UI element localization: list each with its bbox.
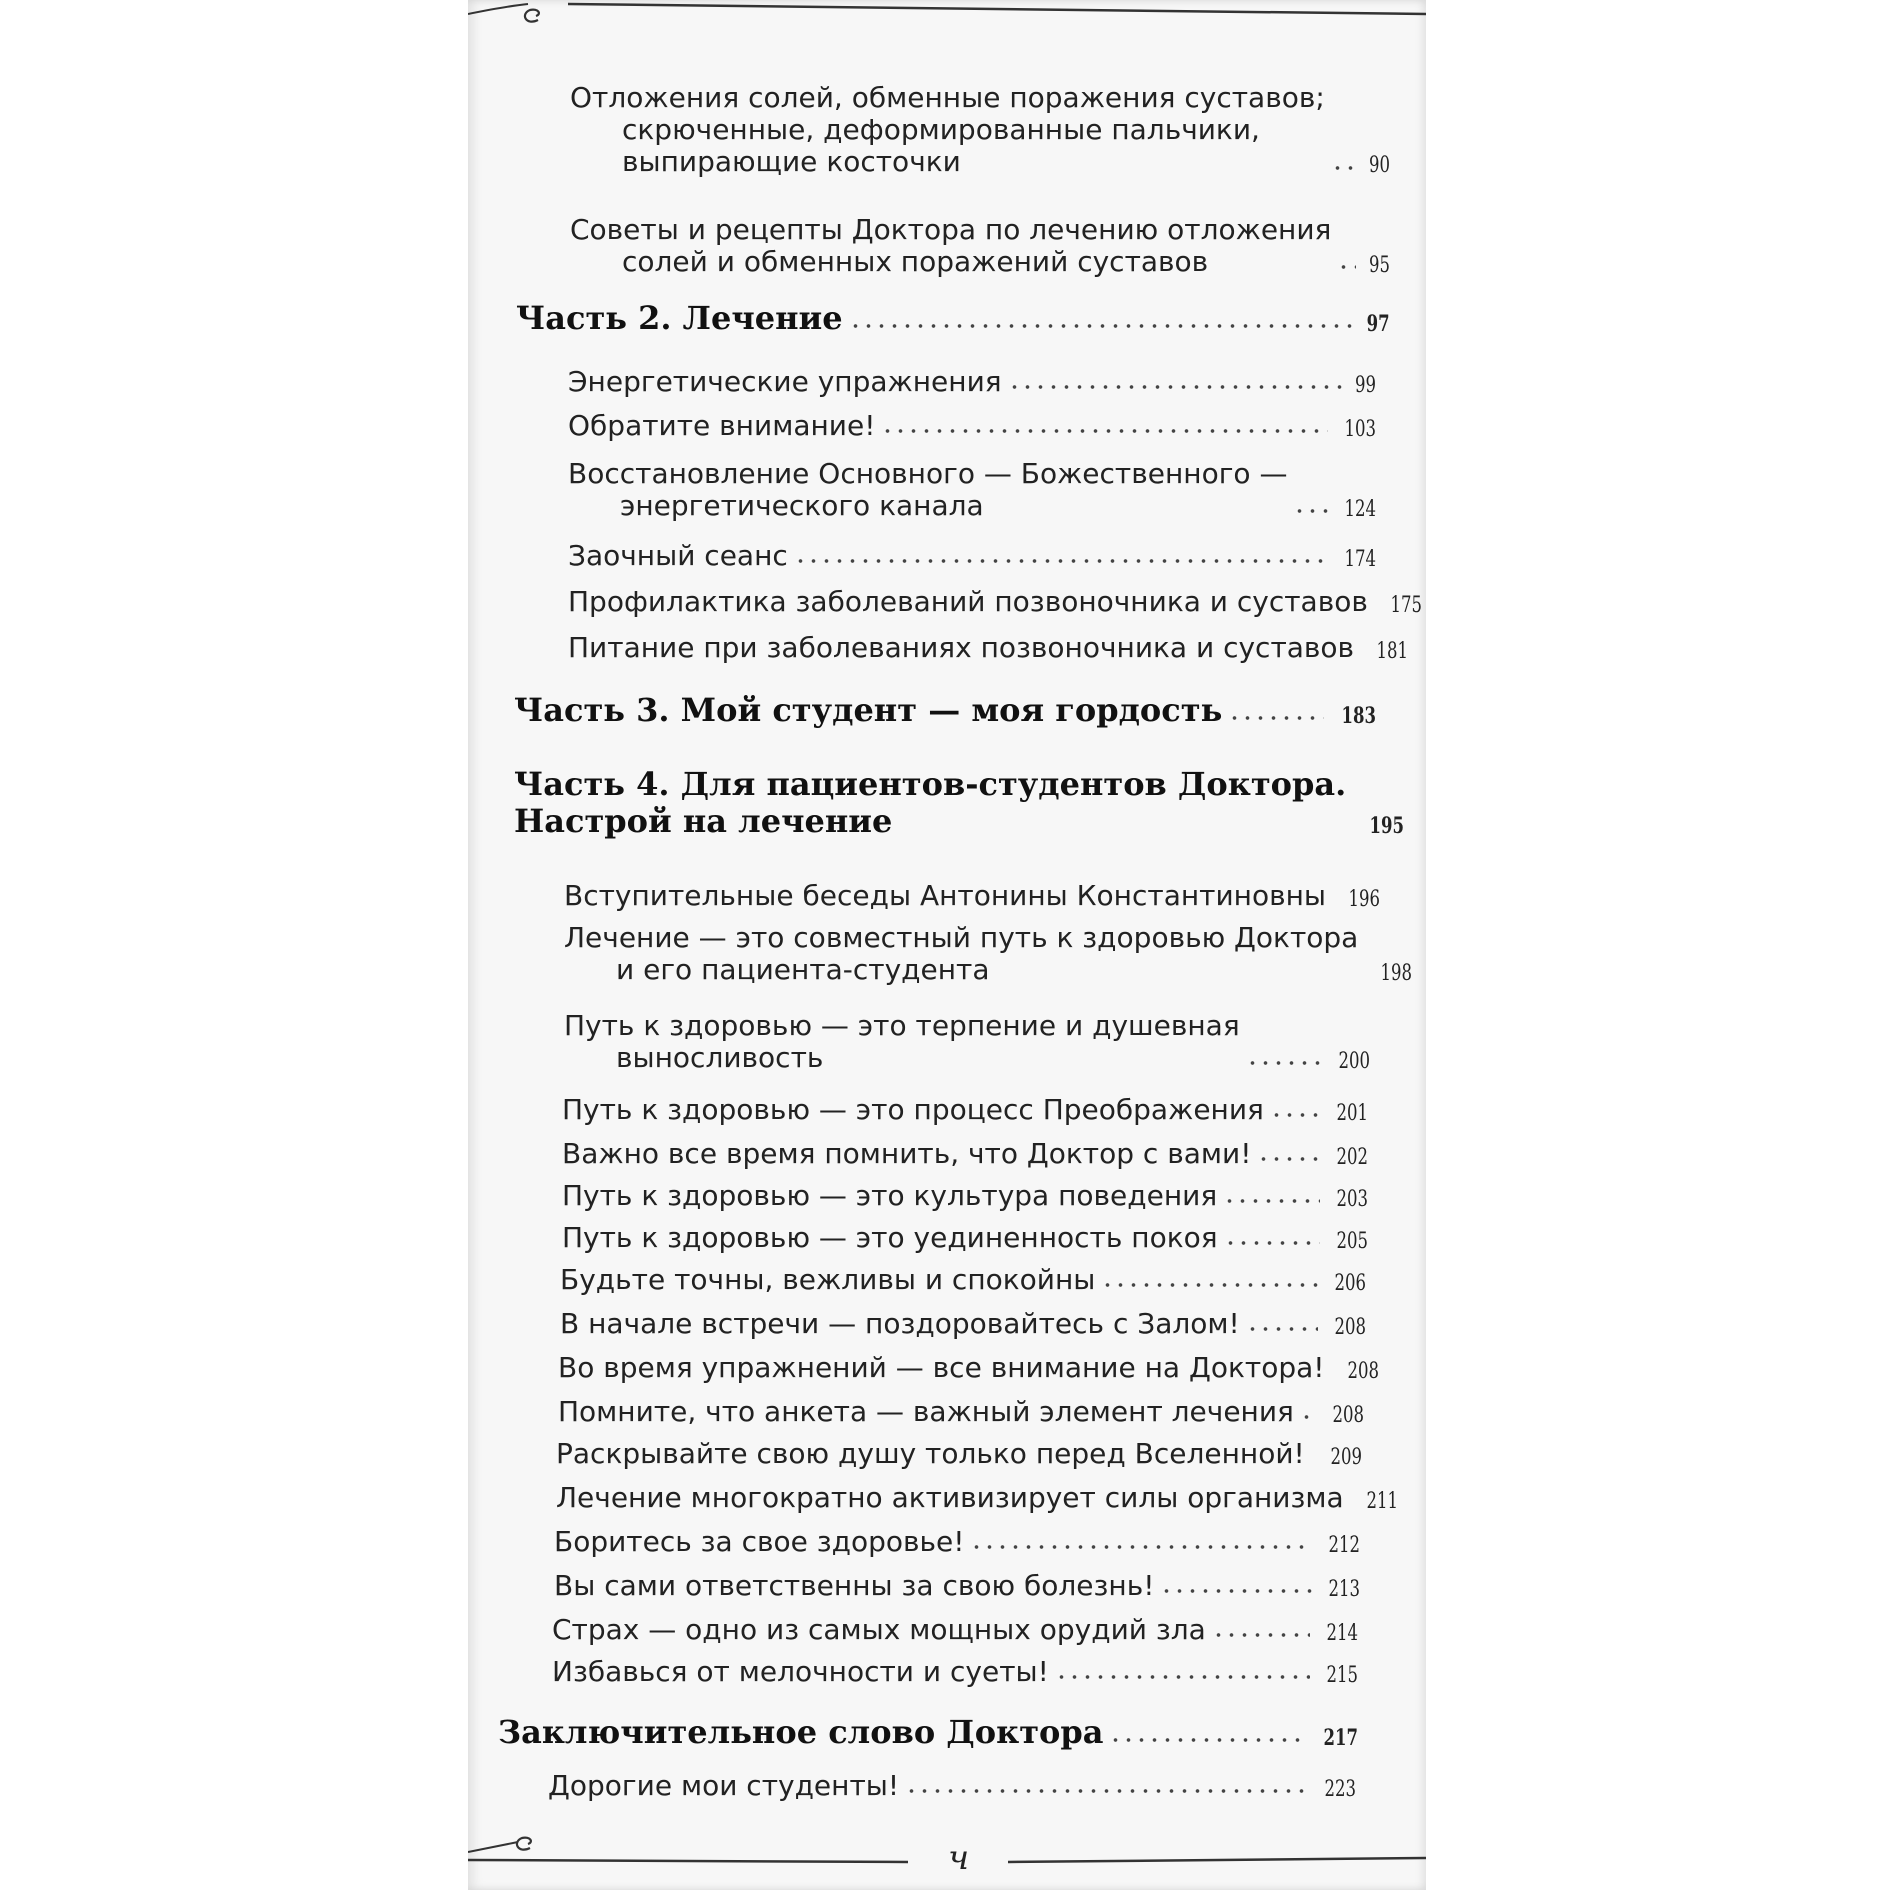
leader-dots xyxy=(881,428,1328,434)
leader-dots xyxy=(1337,264,1356,270)
toc-entry[interactable] xyxy=(568,458,1376,522)
leader-dots xyxy=(1257,1156,1320,1162)
toc-entry[interactable] xyxy=(554,1526,1360,1558)
toc-page-number: 203 xyxy=(1336,1186,1368,1212)
toc-entry[interactable] xyxy=(568,366,1376,398)
toc-entry-line: выносливость xyxy=(616,1041,824,1075)
leader-dots xyxy=(970,1544,1312,1550)
toc-entry[interactable] xyxy=(568,410,1376,442)
toc-page-number: 196 xyxy=(1348,886,1381,912)
toc-page-number: 175 xyxy=(1390,592,1422,618)
toc-entry-line: Будьте точны, вежливы и спокойны xyxy=(560,1263,1096,1296)
leader-dots xyxy=(1101,1282,1318,1288)
toc-entry[interactable] xyxy=(564,921,1413,987)
toc-part-title: Часть 4. Для пациентов-студентов Доктора. xyxy=(514,765,1347,803)
toc-page-number: 202 xyxy=(1336,1144,1368,1170)
leader-dots xyxy=(1246,1326,1318,1332)
toc-entry[interactable] xyxy=(556,1438,1362,1470)
toc-page-number: 95 xyxy=(1369,253,1390,279)
toc-part-title: Часть 3. Мой студент — моя гордость xyxy=(514,691,1223,729)
toc-page-number: 213 xyxy=(1328,1576,1360,1602)
toc-entry-line: Заочный сеанс xyxy=(568,539,788,572)
toc-entry[interactable] xyxy=(558,1351,1379,1384)
toc-page-number: 215 xyxy=(1326,1662,1358,1688)
toc-entry-line: Энергетические упражнения xyxy=(568,365,1002,398)
toc-page-number: 99 xyxy=(1355,372,1376,398)
leader-dots xyxy=(1228,715,1324,721)
page-number: ч xyxy=(948,1838,970,1878)
toc-page-number: 214 xyxy=(1326,1620,1358,1646)
toc-page-number: 205 xyxy=(1336,1228,1368,1254)
toc-page-number: 181 xyxy=(1376,638,1409,664)
toc-entry-line: Лечение многократно активизирует силы организма xyxy=(556,1481,1344,1514)
leader-dots xyxy=(1223,1198,1320,1204)
toc-entry[interactable] xyxy=(562,1180,1368,1212)
leader-dots xyxy=(1246,1060,1322,1066)
toc-page-number: 174 xyxy=(1344,546,1376,572)
leader-dots xyxy=(1109,1737,1306,1743)
toc-entry[interactable] xyxy=(570,82,1390,179)
toc-entry-line: Путь к здоровью — это терпение и душевная xyxy=(564,1009,1240,1042)
book-page xyxy=(468,0,1426,1890)
toc-entry-line: Вы сами ответственны за свою болезнь! xyxy=(554,1569,1155,1602)
toc-entry[interactable] xyxy=(564,879,1381,912)
leader-dots xyxy=(794,558,1328,564)
toc-part-title: Часть 2. Лечение xyxy=(516,299,843,337)
leader-dots xyxy=(1331,165,1356,171)
leader-dots xyxy=(905,1788,1308,1794)
toc-page-number: 198 xyxy=(1380,961,1413,987)
toc-entry-line: Страх — одно из самых мощных орудий зла xyxy=(552,1613,1206,1646)
toc-entry[interactable] xyxy=(568,631,1409,664)
toc-page-number: 183 xyxy=(1341,702,1376,729)
leader-dots xyxy=(849,323,1354,329)
toc-entry-line: Советы и рецепты Доктора по лечению отложения xyxy=(570,213,1332,246)
toc-page-number: 208 xyxy=(1347,1358,1379,1384)
leader-dots xyxy=(1212,1632,1310,1638)
toc-entry-line: Во время упражнений — все внимание на Доктора! xyxy=(558,1351,1325,1384)
toc-page-number: 97 xyxy=(1367,310,1390,337)
toc-entry-line: Избавься от мелочности и суеты! xyxy=(552,1655,1049,1688)
toc-part-entry[interactable] xyxy=(498,1714,1358,1751)
toc-page-number: 103 xyxy=(1344,416,1376,442)
toc-part-title: Заключительное слово Доктора xyxy=(498,1713,1104,1751)
toc-entry[interactable] xyxy=(548,1770,1356,1802)
toc-entry-line: Путь к здоровью — это уединенность покоя xyxy=(562,1221,1218,1254)
toc-page-number: 206 xyxy=(1334,1270,1366,1296)
toc-entry-line: и его пациента-студента xyxy=(616,953,990,987)
leader-dots xyxy=(1300,1414,1316,1420)
toc-entry-line: солей и обменных поражений суставов xyxy=(622,245,1209,279)
toc-entry[interactable] xyxy=(568,585,1422,618)
toc-entry-line: Путь к здоровью — это культура поведения xyxy=(562,1179,1218,1212)
toc-part-title: Настрой на лечение xyxy=(514,801,893,840)
toc-entry-line: скрюченные, деформированные пальчики, xyxy=(622,113,1260,147)
toc-entry-line: Важно все время помнить, что Доктор с вами! xyxy=(562,1137,1252,1170)
toc-entry[interactable] xyxy=(562,1222,1368,1254)
toc-entry-line: выпирающие косточки xyxy=(622,145,961,179)
toc-entry-line: Отложения солей, обменные поражения суставов; xyxy=(570,81,1325,114)
leader-dots xyxy=(1055,1674,1310,1680)
leader-dots xyxy=(1224,1240,1320,1246)
toc-entry[interactable] xyxy=(554,1570,1360,1602)
toc-entry[interactable] xyxy=(560,1308,1366,1340)
toc-entry-line: Лечение — это совместный путь к здоровью Доктора xyxy=(564,921,1359,954)
toc-entry-line: Раскрывайте свою душу только перед Вселенной! xyxy=(556,1437,1305,1470)
toc-entry[interactable] xyxy=(558,1396,1364,1428)
toc-entry[interactable] xyxy=(568,540,1376,572)
toc-entry-line: Боритесь за свое здоровье! xyxy=(554,1525,965,1558)
toc-entry-line: Обратите внимание! xyxy=(568,409,876,442)
toc-entry-line: Вступительные беседы Антонины Константиновны xyxy=(564,879,1327,912)
toc-part-entry[interactable] xyxy=(516,300,1390,337)
toc-page-number: 217 xyxy=(1323,1724,1358,1751)
toc-entry[interactable] xyxy=(570,214,1390,278)
toc-entry-line: Восстановление Основного — Божественного — xyxy=(568,457,1288,490)
toc-entry-line: Профилактика заболеваний позвоночника и суставов xyxy=(568,585,1368,618)
leader-dots xyxy=(1008,384,1342,390)
toc-page-number: 209 xyxy=(1330,1444,1362,1470)
toc-entry[interactable] xyxy=(556,1481,1398,1514)
toc-page-number: 201 xyxy=(1336,1100,1368,1126)
toc-entry[interactable] xyxy=(562,1138,1368,1170)
toc-page-number: 124 xyxy=(1344,497,1376,523)
leader-dots xyxy=(1293,508,1328,514)
toc-entry[interactable] xyxy=(552,1614,1358,1646)
toc-page-number: 208 xyxy=(1332,1402,1364,1428)
toc-entry[interactable] xyxy=(562,1094,1368,1126)
toc-page-number: 195 xyxy=(1369,813,1405,840)
toc-entry-line: Путь к здоровью — это процесс Преображения xyxy=(562,1093,1264,1126)
toc-entry-line: энергетического канала xyxy=(620,489,984,523)
leader-dots xyxy=(1270,1112,1320,1118)
toc-entry-line: Питание при заболеваниях позвоночника и суставов xyxy=(568,631,1355,664)
toc-entry[interactable] xyxy=(552,1656,1358,1688)
toc-page-number: 208 xyxy=(1334,1314,1366,1340)
toc-page-number: 90 xyxy=(1369,153,1390,179)
toc-part-entry[interactable] xyxy=(514,765,1405,840)
toc-part-entry[interactable] xyxy=(514,692,1376,729)
toc-page-number: 200 xyxy=(1338,1049,1370,1075)
leader-dots xyxy=(1160,1588,1312,1594)
toc-entry[interactable] xyxy=(560,1264,1366,1296)
toc-page-number: 223 xyxy=(1324,1776,1356,1802)
toc-entry-line: В начале встречи — поздоровайтесь с Залом! xyxy=(560,1307,1240,1340)
leader-dots xyxy=(1311,1456,1314,1462)
toc-entry-line: Помните, что анкета — важный элемент лечения xyxy=(558,1395,1294,1428)
table-of-contents xyxy=(468,0,1426,1890)
toc-entry-line: Дорогие мои студенты! xyxy=(548,1769,900,1802)
bottom-ornament-icon xyxy=(468,1820,1426,1890)
toc-page-number: 212 xyxy=(1328,1532,1360,1558)
toc-entry[interactable] xyxy=(564,1010,1370,1074)
toc-page-number: 211 xyxy=(1366,1488,1398,1514)
